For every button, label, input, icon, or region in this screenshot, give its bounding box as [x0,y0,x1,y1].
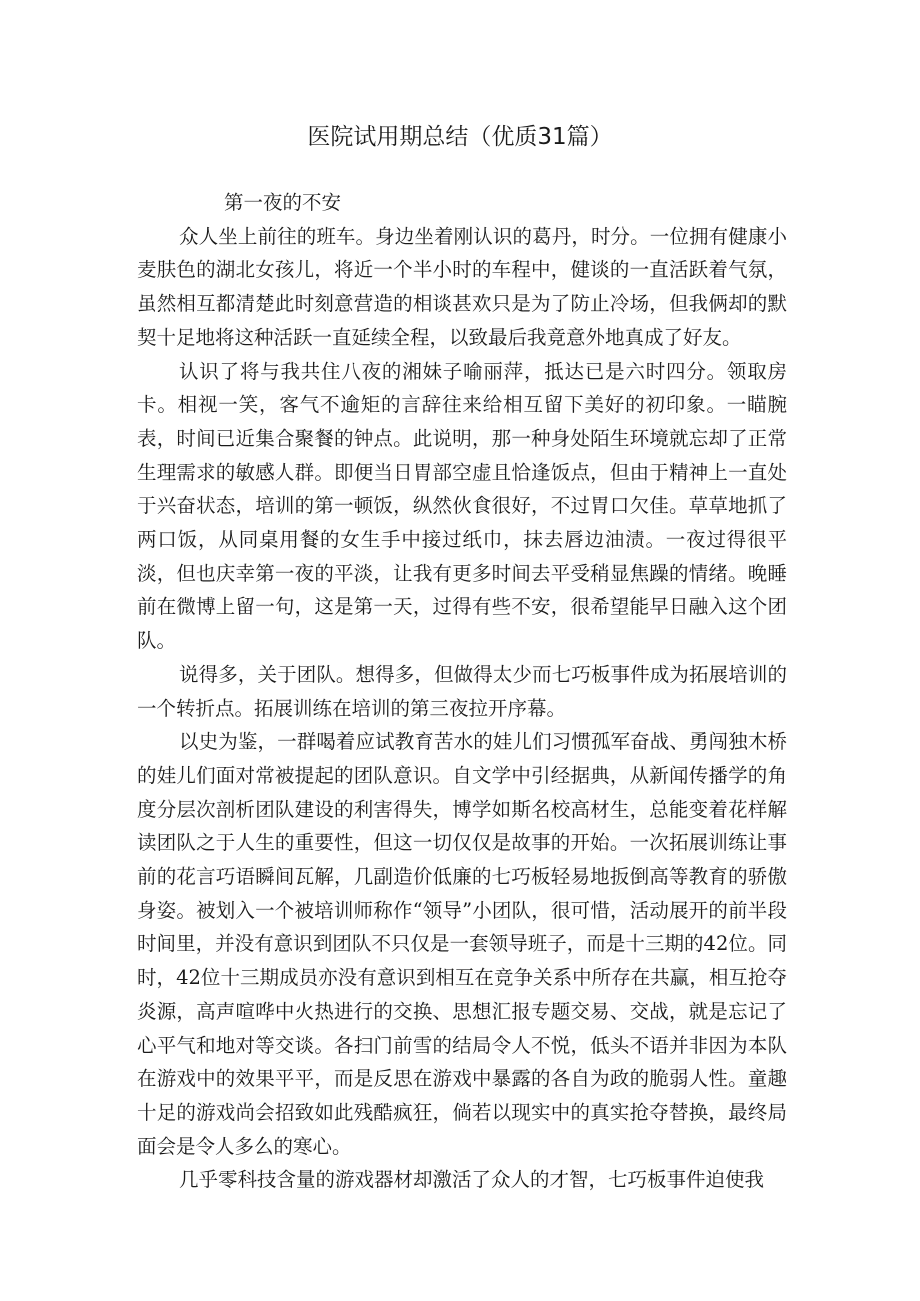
document-title: 医院试用期总结（优质31篇） [307,124,613,150]
paragraph: 众人坐上前往的班车。身边坐着刚认识的葛丹，时分。一位拥有健康小麦肤色的湖北女孩儿，将近一个半小时的车程中，健谈的一直活跃着气氛，虽然相互都清楚此时刻意营造的相谈甚欢只是为了防止冷场，但我俩却的默契十足地将这种活跃一直延续全程，以致最后我竟意外地真成了好友。 [137,224,787,349]
paragraph: 说得多，关于团队。想得多，但做得太少而七巧板事件成为拓展培训的一个转折点。拓展训练在培训的第三夜拉开序幕。 [137,662,787,720]
section-subheading: 第一夜的不安 [224,191,342,214]
paragraph: 认识了将与我共住八夜的湘妹子喻丽萍，抵达已是六时四分。领取房卡。相视一笑，客气不逾矩的言辞往来给相互留下美好的初印象。一瞄腕表，时间已近集合聚餐的钟点。此说明，那一种身处陌生环境就忘却了正常生理需求的敏感人群。即便当日胃部空虚且恰逢饭点，但由于精神上一直处于兴奋状态，培训的第一顿饭，纵然伙食很好，不过胃口欠佳。草草地抓了两口饭，从同桌用餐的女生手中接过纸巾，抹去唇边油渍。一夜过得很平淡，但也庆幸第一夜的平淡，让我有更多时间去平受稍显焦躁的情绪。晚睡前在微博上留一句，这是第一天，过得有些不安，很希望能早日融入这个团队。 [137,359,787,653]
paragraph: 以史为鉴，一群喝着应试教育苦水的娃儿们习惯孤军奋战、勇闯独木桥的娃儿们面对常被提起的团队意识。自文学中引经据典，从新闻传播学的角度分层次剖析团队建设的利害得失，博学如斯名校高材生，总能变着花样解读团队之于人生的重要性，但这一切仅仅是故事的开始。一次拓展训练让事前的花言巧语瞬间瓦解，几副造价低廉的七巧板轻易地扳倒高等教育的骄傲身姿。被划入一个被培训师称作“领导”小团队，很可惜，活动展开的前半段时间里，并没有意识到团队不只仅是一套领导班子，而是十三期的42位。同时，42位十三期成员亦没有意识到相互在竞争关系中所存在共赢，相互抢夺炎源，高声喧哗中火热进行的交换、思想汇报专题交易、交战，就是忘记了心平气和地对等交谈。各扫门前雪的结局令人不悦，低头不语并非因为本队在游戏中的效果平平，而是反思在游戏中暴露的各自为政的脆弱人性。童趣十足的游戏尚会招致如此残酷疯狂，倘若以现实中的真实抢夺替换，最终局面会是令人多么的寒心。 [137,730,787,1158]
document-body [137,186,787,1197]
paragraph: 几乎零科技含量的游戏器材却激活了众人的才智，七巧板事件迫使我 [179,1168,765,1192]
